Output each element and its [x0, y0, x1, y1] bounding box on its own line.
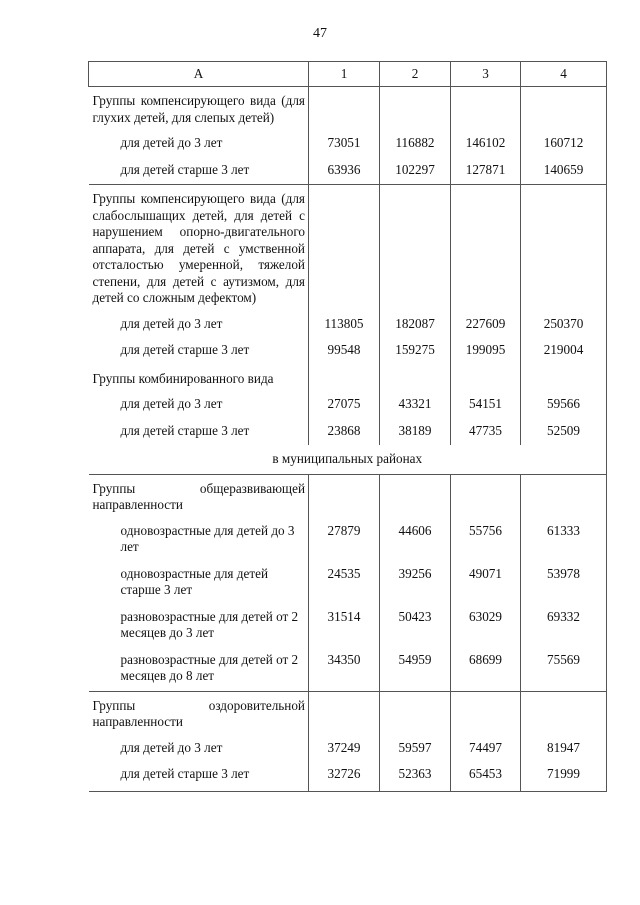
- group-title: Группы комбинированного вида: [92, 370, 274, 386]
- empty-cell: [451, 185, 521, 311]
- empty-cell: [380, 691, 451, 735]
- group-title: Группы компенсирующего вида (для глухих детей, для слепых детей): [89, 87, 309, 131]
- value-cell: 53978: [521, 561, 607, 604]
- group-row: [89, 691, 607, 735]
- empty-cell: [380, 87, 451, 131]
- data-table: [88, 61, 607, 792]
- value-cell: 38189: [380, 418, 451, 446]
- table-row: [89, 337, 607, 365]
- value-cell: 52509: [521, 418, 607, 446]
- value-cell: 74497: [451, 735, 521, 762]
- group-row: [89, 474, 607, 518]
- value-cell: 49071: [451, 561, 521, 604]
- value-cell: 32726: [309, 761, 380, 791]
- value-cell: 54151: [451, 391, 521, 418]
- row-label: для детей старше 3 лет: [120, 422, 250, 438]
- value-cell: 140659: [521, 157, 607, 185]
- row-label: для детей до 3 лет: [120, 396, 223, 411]
- column-header: 3: [451, 62, 521, 87]
- row-label: для детей до 3 лет: [120, 315, 223, 331]
- table-row: [89, 761, 607, 791]
- table-row: [89, 391, 607, 418]
- value-cell: 199095: [451, 337, 521, 365]
- column-header: 4: [521, 62, 607, 87]
- column-header: А: [89, 62, 309, 87]
- table-row: [89, 418, 607, 446]
- row-label: для детей до 3 лет: [120, 135, 223, 150]
- value-cell: 54959: [380, 647, 451, 692]
- empty-cell: [521, 365, 607, 392]
- empty-cell: [380, 185, 451, 311]
- group-title: Группы оздоровительной направленности: [89, 691, 309, 735]
- group-title: Группы общеразвивающей направленности: [89, 474, 309, 518]
- empty-cell: [521, 87, 607, 131]
- value-cell: 59597: [380, 735, 451, 762]
- value-cell: 227609: [451, 311, 521, 338]
- value-cell: 250370: [521, 311, 607, 338]
- row-label: разновозрастные для детей от 2 месяцев до 8 лет: [120, 651, 299, 683]
- value-cell: 31514: [309, 604, 380, 647]
- empty-cell: [309, 185, 380, 311]
- empty-cell: [451, 365, 521, 392]
- value-cell: 65453: [451, 761, 521, 791]
- value-cell: 71999: [521, 761, 607, 791]
- table-row: [89, 735, 607, 762]
- empty-cell: [380, 474, 451, 518]
- value-cell: 81947: [521, 735, 607, 762]
- value-cell: 73051: [309, 130, 380, 157]
- value-cell: 75569: [521, 647, 607, 692]
- table-row: [89, 157, 607, 185]
- value-cell: 24535: [309, 561, 380, 604]
- row-label: для детей старше 3 лет: [120, 342, 250, 357]
- empty-cell: [309, 365, 380, 392]
- empty-cell: [451, 87, 521, 131]
- column-header: 1: [309, 62, 380, 87]
- value-cell: 63029: [451, 604, 521, 647]
- value-cell: 27075: [309, 391, 380, 418]
- table-header-row: [89, 62, 607, 87]
- empty-cell: [380, 365, 451, 392]
- value-cell: 50423: [380, 604, 451, 647]
- value-cell: 23868: [309, 418, 380, 446]
- value-cell: 63936: [309, 157, 380, 185]
- value-cell: 59566: [521, 391, 607, 418]
- row-label: для детей до 3 лет: [120, 739, 223, 755]
- section-title: в муниципальных районах: [89, 445, 607, 474]
- value-cell: 43321: [380, 391, 451, 418]
- value-cell: 61333: [521, 518, 607, 561]
- empty-cell: [309, 87, 380, 131]
- value-cell: 39256: [380, 561, 451, 604]
- value-cell: 146102: [451, 130, 521, 157]
- value-cell: 99548: [309, 337, 380, 365]
- table-row: [89, 604, 607, 647]
- empty-cell: [521, 474, 607, 518]
- value-cell: 52363: [380, 761, 451, 791]
- empty-cell: [521, 185, 607, 311]
- group-row: [89, 185, 607, 311]
- table-row: [89, 130, 607, 157]
- value-cell: 116882: [380, 130, 451, 157]
- value-cell: 68699: [451, 647, 521, 692]
- table-row: [89, 518, 607, 561]
- table-row: [89, 311, 607, 338]
- value-cell: 160712: [521, 130, 607, 157]
- column-header: 2: [380, 62, 451, 87]
- value-cell: 34350: [309, 647, 380, 692]
- group-title: Группы компенсирующего вида (для слабослышащих детей, для детей с нарушением опорно-двигательного аппарата, для детей с умственной отсталостью умеренной, тяжелой степени, для детей с аутизмом, для детей со сложным дефектом): [89, 185, 309, 311]
- value-cell: 113805: [309, 311, 380, 338]
- table-row: [89, 647, 607, 692]
- row-label: для детей старше 3 лет: [120, 161, 250, 177]
- empty-cell: [309, 691, 380, 735]
- empty-cell: [451, 474, 521, 518]
- table-row: [89, 561, 607, 604]
- value-cell: 37249: [309, 735, 380, 762]
- value-cell: 127871: [451, 157, 521, 185]
- row-label: одновозрастные для детей старше 3 лет: [120, 565, 269, 597]
- value-cell: 55756: [451, 518, 521, 561]
- row-label: разновозрастные для детей от 2 месяцев до 3 лет: [120, 608, 299, 640]
- value-cell: 159275: [380, 337, 451, 365]
- value-cell: 44606: [380, 518, 451, 561]
- value-cell: 27879: [309, 518, 380, 561]
- empty-cell: [309, 474, 380, 518]
- group-row: [89, 365, 607, 392]
- value-cell: 219004: [521, 337, 607, 365]
- row-label: для детей старше 3 лет: [89, 761, 309, 791]
- row-label: одновозрастные для детей до 3 лет: [120, 522, 295, 554]
- value-cell: 69332: [521, 604, 607, 647]
- value-cell: 102297: [380, 157, 451, 185]
- empty-cell: [451, 691, 521, 735]
- empty-cell: [521, 691, 607, 735]
- page-number: 47: [313, 26, 327, 41]
- group-row: [89, 87, 607, 131]
- value-cell: 182087: [380, 311, 451, 338]
- value-cell: 47735: [451, 418, 521, 446]
- section-row: [89, 445, 607, 474]
